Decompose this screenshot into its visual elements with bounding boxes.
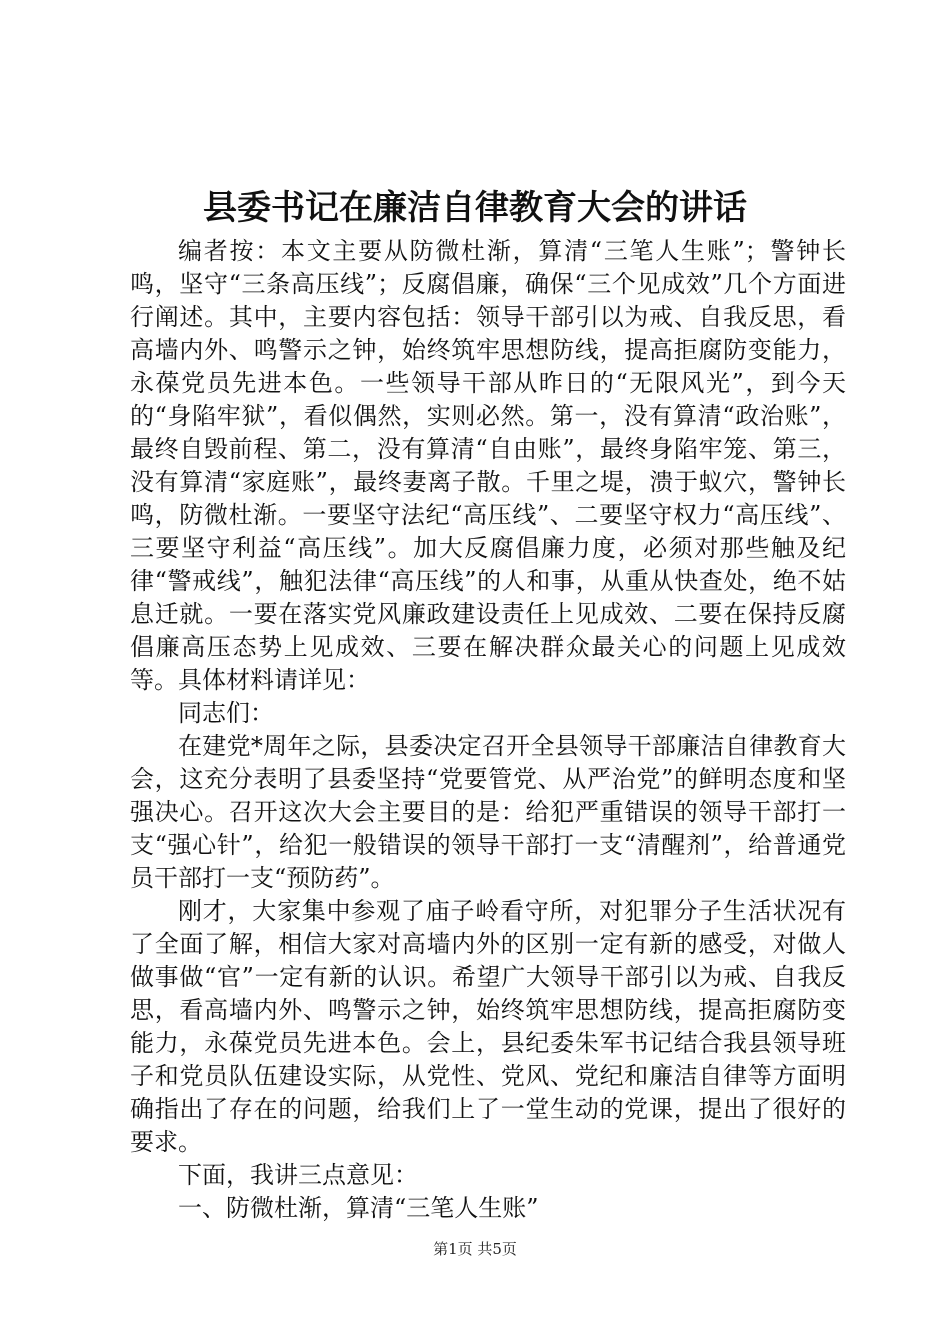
editor-note-paragraph: 编者按：本文主要从防微杜渐，算清“三笔人生账”；警钟长鸣，坚守“三条高压线”；反腐倡廉，确保“三个见成效”几个方面进行阐述。其中，主要内容包括：领导干部引以为戒、自我反思，看高墙内外、鸣警示之钟，始终筑牢思想防线，提高拒腐防变能力，永葆党员先进本色。一些领导干部从昨日的“无限风光”，到今天的“身陷牢狱”，看似偶然，实则必然。第一，没有算清“政治账”，最终自毁前程、第二，没有算清“自由账”，最终身陷牢笼、第三，没有算清“家庭账”，最终妻离子散。千里之堤，溃于蚁穴，警钟长鸣，防微杜渐。一要坚守法纪“高压线”、二要坚守权力“高压线”、三要坚守利益“高压线”。加大反腐倡廉力度，必须对那些触及纪律“警戒线”，触犯法律“高压线”的人和事，从重从快查处，绝不姑息迁就。一要在落实党风廉政建设责任上见成效、二要在保持反腐倡廉高压态势上见成效、三要在解决群众最关心的问题上见成效等。具体材料请详见：: [130, 237, 846, 694]
salutation-paragraph: 同志们：: [178, 699, 274, 727]
document-title: 县委书记在廉洁自律教育大会的讲话: [203, 188, 747, 228]
page-number-footer: 第1页 共5页: [433, 1240, 517, 1258]
body-paragraph: 下面，我讲三点意见：: [178, 1161, 418, 1189]
document-body: [130, 235, 846, 1225]
section-heading: 一、防微杜渐，算清“三笔人生账”: [178, 1194, 539, 1222]
body-paragraph: 在建党*周年之际，县委决定召开全县领导干部廉洁自律教育大会，这充分表明了县委坚持“党要管党、从严治党”的鲜明态度和坚强决心。召开这次大会主要目的是：给犯严重错误的领导干部打一支“强心针”，给犯一般错误的领导干部打一支“清醒剂”，给普通党员干部打一支“预防药”。: [130, 732, 846, 892]
body-paragraph: 刚才，大家集中参观了庙子岭看守所，对犯罪分子生活状况有了全面了解，相信大家对高墙内外的区别一定有新的感受，对做人做事做“官”一定有新的认识。希望广大领导干部引以为戒、自我反思，看高墙内外、鸣警示之钟，始终筑牢思想防线，提高拒腐防变能力，永葆党员先进本色。会上，县纪委朱军书记结合我县领导班子和党员队伍建设实际，从党性、党风、党纪和廉洁自律等方面明确指出了存在的问题，给我们上了一堂生动的党课，提出了很好的要求。: [130, 897, 846, 1156]
